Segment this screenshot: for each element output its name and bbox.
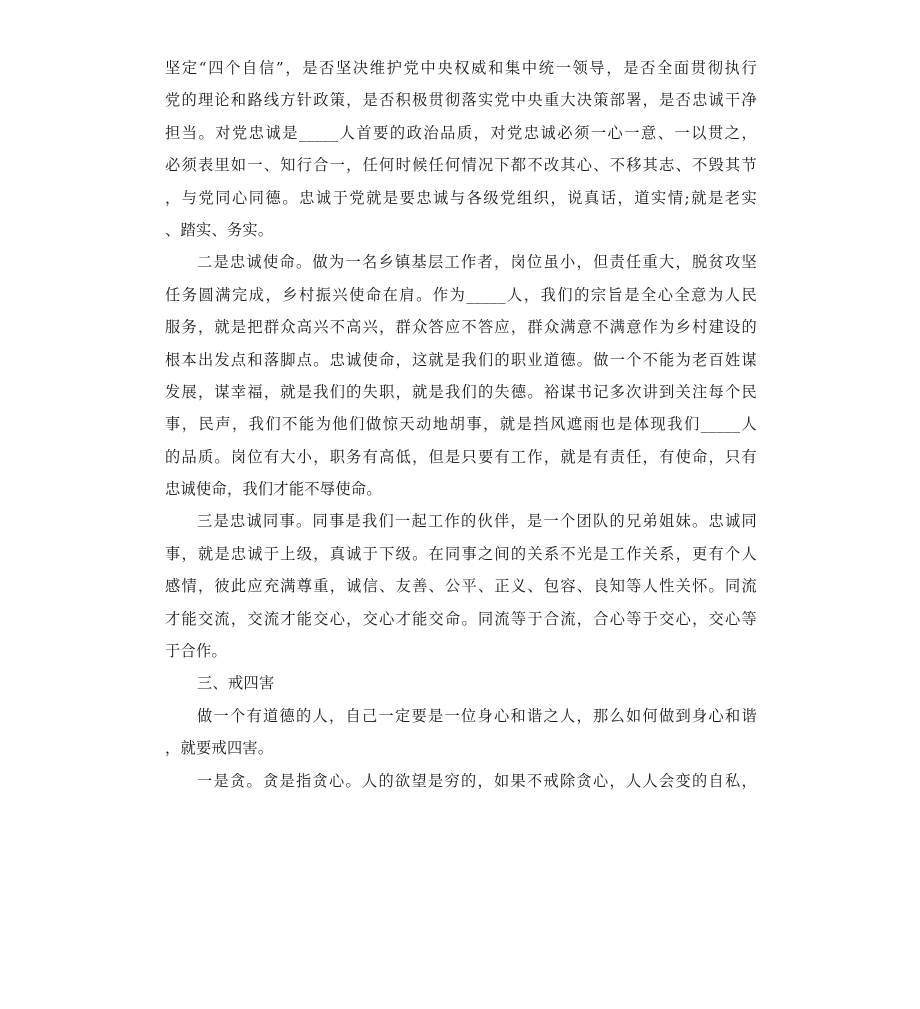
- text-line: 党的理论和路线方针政策，是否积极贯彻落实党中央重大决策部署，是否忠诚干净: [165, 91, 757, 110]
- text-line: 必须表里如一、知行合一，任何时候任何情况下都不改其心、不移其志、不毁其节: [165, 156, 757, 175]
- text-line: 事，民声，我们不能为他们做惊天动地胡事，就是挡风遮雨也是体现我们_____人: [165, 415, 757, 434]
- text-line: 才能交流，交流才能交心，交心才能交命。同流等于合流，合心等于交心，交心等: [165, 609, 757, 628]
- text-line: 担当。对党忠诚是_____人首要的政治品质，对党忠诚必须一心一意、一以贯之，: [165, 123, 757, 142]
- text-line: 服务，就是把群众高兴不高兴，群众答应不答应，群众满意不满意作为乡村建设的: [165, 318, 757, 337]
- text-line: 的品质。岗位有大小，职务有高低，但是只要有工作，就是有责任，有使命，只有: [165, 447, 757, 466]
- text-line: 忠诚使命，我们才能不辱使命。: [165, 480, 382, 499]
- document-page: [165, 52, 757, 797]
- text-line: 于合作。: [165, 642, 227, 661]
- text-line: 事，就是忠诚于上级，真诚于下级。在同事之间的关系不光是工作关系，更有个人: [165, 544, 757, 563]
- text-line: ，就要戒四害。: [165, 739, 274, 758]
- text-line: 任务圆满完成，乡村振兴使命在肩。作为_____人，我们的宗旨是全心全意为人民: [165, 285, 757, 304]
- text-line: 做一个有道德的人，自己一定要是一位身心和谐之人，那么如何做到身心和谐: [197, 706, 757, 725]
- text-line: 三是忠诚同事。同事是我们一起工作的伙伴，是一个团队的兄弟姐妹。忠诚同: [197, 512, 757, 531]
- text-line: 发展，谋幸福，就是我们的失职，就是我们的失德。裕谋书记多次讲到关注每个民: [165, 382, 757, 401]
- text-line: 二是忠诚使命。做为一名乡镇基层工作者，岗位虽小，但责任重大，脱贫攻坚: [197, 253, 757, 272]
- text-line: 感情，彼此应充满尊重，诚信、友善、公平、正义、包容、良知等人性关怀。同流: [165, 577, 757, 596]
- text-line: ，与党同心同德。忠诚于党就是要忠诚与各级党组织，说真话，道实情;就是老实: [165, 188, 757, 207]
- text-line: 、踏实、务实。: [165, 220, 274, 239]
- text-line: 根本出发点和落脚点。忠诚使命，这就是我们的职业道德。做一个不能为老百姓谋: [165, 350, 757, 369]
- text-line: 一是贪。贪是指贪心。人的欲望是穷的，如果不戒除贪心，人人会变的自私，: [197, 771, 757, 790]
- text-line: 三、戒四害: [197, 674, 275, 693]
- text-line: 坚定“四个自信”，是否坚决维护党中央权威和集中统一领导，是否全面贯彻执行: [165, 59, 757, 77]
